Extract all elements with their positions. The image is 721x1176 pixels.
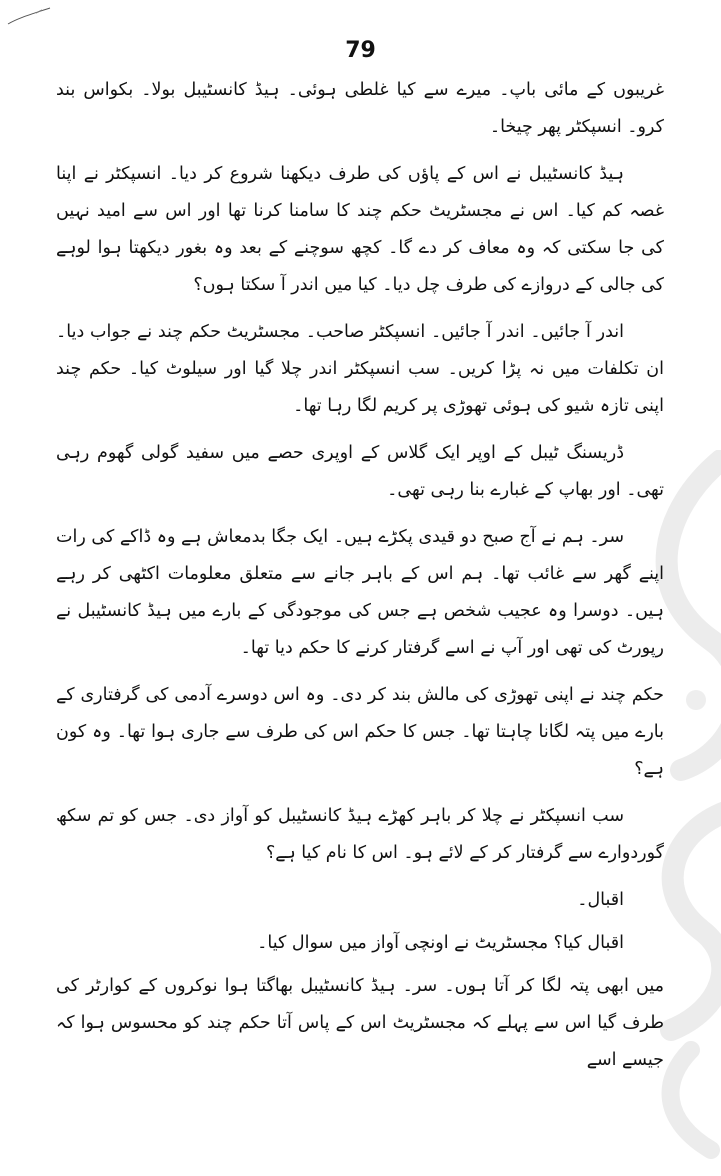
corner-pencil-mark — [6, 4, 54, 28]
paragraph-3: اندر آ جائیں۔ اندر آ جائیں۔ انسپکٹر صاحب۔ مجسٹریٹ حکم چند نے جواب دیا۔ ان تکلفات میں نہ پڑا کریں۔ سب انسپکٹر اندر چلا گیا اور سیلوٹ کیا۔ حکم چند اپنی تازہ شیو کی ہوئی تھوڑی پر کریم لگا رہا تھا۔ — [56, 322, 664, 416]
paragraph-1: غریبوں کے مائی باپ۔ میرے سے کیا غلطی ہوئی۔ ہیڈ کانسٹیبل بولا۔ بکواس بند کرو۔ انسپکٹر پھر چیخا۔ — [56, 80, 664, 137]
paragraph-6: حکم چند نے اپنی تھوڑی کی مالش بند کر دی۔ وہ اس دوسرے آدمی کی گرفتاری کے بارے میں پتہ لگانا چاہتا تھا۔ جس کا حکم اس کی طرف سے جاری ہوا تھا۔ وہ کون ہے؟ — [56, 685, 664, 779]
paragraph-7: سب انسپکٹر نے چلا کر باہر کھڑے ہیڈ کانسٹیبل کو آواز دی۔ جس کو تم سکھ گوردوارے سے گرفتار کر کے لائے ہو۔ اس کا نام کیا ہے؟ — [56, 806, 664, 863]
text-body — [56, 72, 664, 1089]
paragraph-9: اقبال کیا؟ مجسٹریٹ نے اونچی آواز میں سوال کیا۔ — [257, 933, 624, 953]
paragraph-2: ہیڈ کانسٹیبل نے اس کے پاؤں کی طرف دیکھنا شروع کر دیا۔ انسپکٹر نے اپنا غصہ کم کیا۔ اس نے مجسٹریٹ حکم چند کا سامنا کرنا تھا اور اس سے امید نہیں کی جا سکتی کہ وہ معاف کر دے گا۔ کچھ سوچنے کے بعد وہ بغور دیکھتا ہوا لوہے کی جالی کے دروازے کی طرف چل دیا۔ کیا میں اندر آ سکتا ہوں؟ — [56, 164, 664, 295]
paragraph-5: سر۔ ہم نے آج صبح دو قیدی پکڑے ہیں۔ ایک جگا بدمعاش ہے وہ ڈاکے کی رات اپنے گھر سے غائب تھا۔ ہم اس کے باہر جانے سے متعلق معلومات اکٹھی کر رہے ہیں۔ دوسرا وہ عجیب شخص ہے جس کی موجودگی کے بارے میں ہیڈ کانسٹیبل نے رپورٹ کی تھی اور آپ نے اسے گرفتار کرنے کا حکم دیا تھا۔ — [56, 527, 664, 658]
paragraph-4: ڈریسنگ ٹیبل کے اوپر ایک گلاس کے اوپری حصے میں سفید گولی گھوم رہی تھی۔ اور بھاپ کے غبارے بنا رہی تھی۔ — [56, 443, 664, 500]
paragraph-10: میں ابھی پتہ لگا کر آتا ہوں۔ سر۔ ہیڈ کانسٹیبل بھاگتا ہوا نوکروں کے کوارٹر کی طرف گیا اس سے پہلے کہ مجسٹریٹ اس کے پاس آتا حکم چند کو محسوس ہوا کہ جیسے اسے — [56, 976, 664, 1070]
paragraph-8: اقبال۔ — [577, 890, 624, 910]
page-number: 79 — [345, 38, 376, 63]
